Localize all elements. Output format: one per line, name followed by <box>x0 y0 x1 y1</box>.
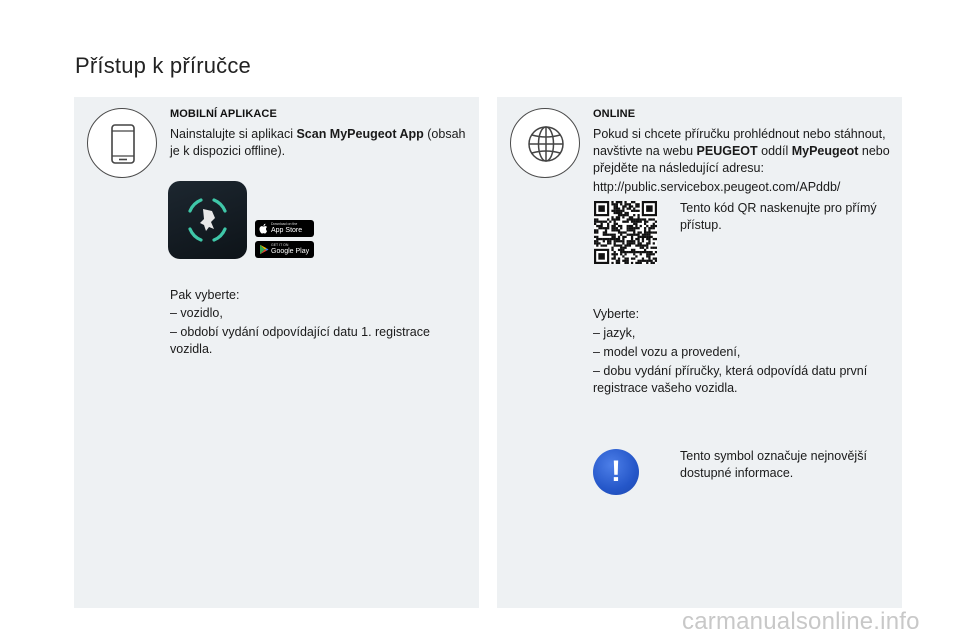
online-text: Pokud si chcete příručku prohlédnout nebo stáhnout, <box>593 127 886 141</box>
app-store-label: App Store <box>271 227 303 234</box>
install-paragraph <box>170 126 470 160</box>
list-item: – vozidlo, <box>170 306 223 320</box>
google-play-label: Google Play <box>271 248 310 255</box>
online-paragraph <box>593 126 893 177</box>
install-text-line2: je k dispozici offline). <box>170 144 286 158</box>
manual-url-link[interactable]: http://public.servicebox.peugeot.com/APddb/ <box>593 180 841 194</box>
mobile-heading: MOBILNÍ APLIKACE <box>170 108 277 120</box>
install-text-tail: (obsah <box>423 127 466 141</box>
online-select-label: Vyberte: <box>593 307 640 321</box>
list-item-line: – období vydání odpovídající datu 1. registrace <box>170 325 430 339</box>
symbol-caption-line: dostupné informace. <box>680 466 794 480</box>
google-play-small-text: GET IT ON <box>271 243 289 247</box>
google-play-button[interactable] <box>255 241 314 258</box>
online-text: oddíl <box>757 144 792 158</box>
exclamation-mark: ! <box>611 455 621 488</box>
symbol-caption-line: Tento symbol označuje nejnovější <box>680 449 867 463</box>
install-text: Nainstalujte si aplikaci <box>170 127 297 141</box>
list-item <box>593 363 893 397</box>
exclamation-icon <box>593 449 639 495</box>
list-item-line: vozidla. <box>170 342 213 356</box>
list-item: – model vozu a provedení, <box>593 345 741 359</box>
page-title: Přístup k příručce <box>75 53 251 78</box>
list-item <box>170 324 470 358</box>
qr-caption-line: přístup. <box>680 218 722 232</box>
smartphone-icon <box>87 108 157 178</box>
list-item: – jazyk, <box>593 326 636 340</box>
app-store-button[interactable] <box>255 220 314 237</box>
brand-name: PEUGEOT <box>696 144 758 158</box>
app-name: Scan MyPeugeot App <box>296 127 424 141</box>
apple-icon <box>259 223 269 234</box>
online-heading: ONLINE <box>593 108 636 120</box>
app-store-small-text: Download on the <box>271 222 298 226</box>
google-play-icon <box>259 244 269 255</box>
mobile-select-label: Pak vyberte: <box>170 288 240 302</box>
section-name: MyPeugeot <box>791 144 859 158</box>
qr-code <box>594 201 657 264</box>
online-text: navštivte na webu <box>593 144 697 158</box>
list-item-line: registrace vašeho vozidla. <box>593 381 738 395</box>
online-text: nebo <box>858 144 890 158</box>
qr-caption-line: Tento kód QR naskenujte pro přímý <box>680 201 877 215</box>
list-item-line: – dobu vydání příručky, která odpovídá datu první <box>593 364 868 378</box>
qr-caption <box>680 200 890 234</box>
peugeot-app-icon <box>168 181 247 259</box>
online-text: přejděte na následující adresu: <box>593 161 764 175</box>
globe-icon <box>510 108 580 178</box>
watermark: carmanualsonline.info <box>682 608 920 635</box>
symbol-caption <box>680 448 890 482</box>
